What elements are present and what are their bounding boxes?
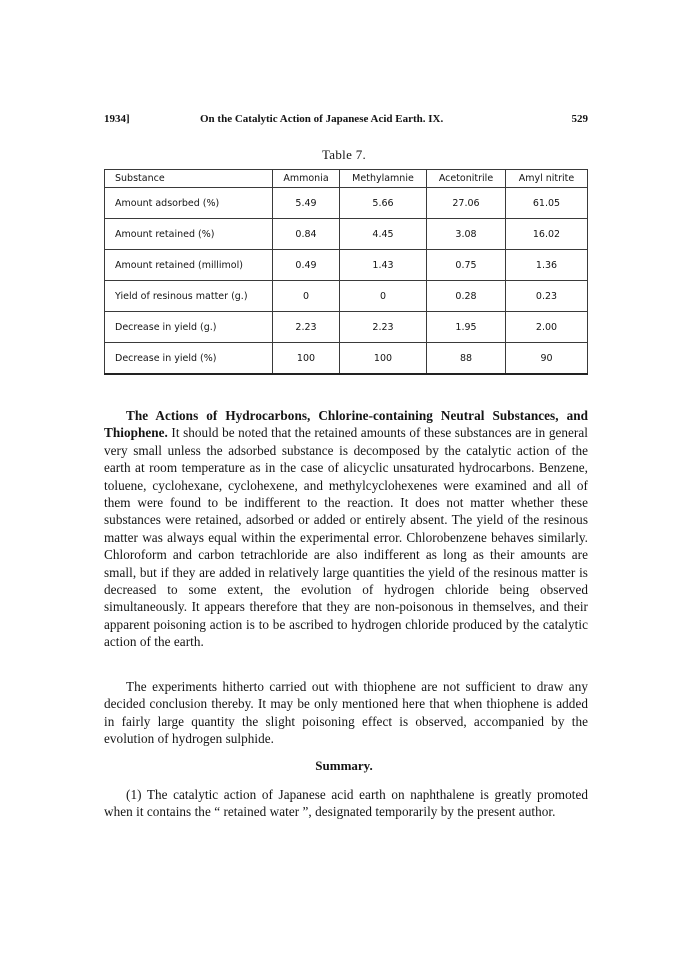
table-cell: 90	[506, 343, 588, 375]
row-label: Decrease in yield (%)	[105, 343, 273, 375]
table-cell: 0.49	[273, 250, 340, 281]
section-heading: The Actions of Hydrocarbons, Chlorine-containing Neutral Substances, and Thiophene.	[104, 408, 588, 441]
row-label: Yield of resinous matter (g.)	[105, 281, 273, 312]
table-caption: Table 7.	[321, 147, 367, 162]
table-cell: 0.28	[427, 281, 506, 312]
table-cell: 0.84	[273, 219, 340, 250]
table-row	[105, 188, 588, 219]
table-cell: 0	[273, 281, 340, 312]
table-row	[105, 312, 588, 343]
thiophene-paragraph	[104, 678, 588, 748]
summary-paragraph	[104, 786, 588, 821]
table-row	[105, 281, 588, 312]
row-label: Amount adsorbed (%)	[105, 188, 273, 219]
column-header: Ammonia	[273, 170, 340, 188]
table-cell: 100	[340, 343, 427, 375]
column-header: Acetonitrile	[427, 170, 506, 188]
table-cell: 1.95	[427, 312, 506, 343]
table-cell: 100	[273, 343, 340, 375]
table-cell: 1.43	[340, 250, 427, 281]
paragraph-text: It should be noted that the retained amounts of these substances are in general very small unless the adsorbed substance is decomposed by the catalytic action of the earth at room temperature as in the case of alicyclic unsaturated hydrocarbons. Benzene, toluene, cyclohexane, cyclohexene, and methylcyclohexenes were examined and all of them were found to be indifferent to the reaction. It does not matter whether these substances were retained, adsorbed or added or entirely absent. The yield of the resinous matter was always equal within the experimental error. Chlorobenzene behaves similarly. Chloroform and carbon tetrachloride are also indifferent as long as their amounts are small, but if they are added in relatively large quantities the yield of the resinous matter is decreased to some extent, the evolution of hydrogen chloride being observed simultaneously. It appears therefore that they are non-poisonous in themselves, and their apparent poisoning action is to be ascribed to hydrogen chloride produced by the catalytic action of the earth.	[104, 425, 588, 650]
table-cell: 2.23	[273, 312, 340, 343]
table-cell: 0	[340, 281, 427, 312]
page-header	[104, 113, 588, 129]
column-header: Substance	[105, 170, 273, 188]
paragraph-text: The experiments hitherto carried out with thiophene are not sufficient to draw any decided conclusion thereby. It may be only mentioned here that when thiophene is added in fairly large quantity the slight poisoning effect is observed, accompanied by the evolution of hydrogen sulphide.	[104, 679, 588, 747]
row-label: Amount retained (%)	[105, 219, 273, 250]
row-label: Amount retained (millimol)	[105, 250, 273, 281]
header-running-title: On the Catalytic Action of Japanese Acid Earth. IX.	[200, 113, 444, 125]
table-cell: 4.45	[340, 219, 427, 250]
summary-heading: Summary.	[315, 758, 373, 773]
table-row	[105, 343, 588, 375]
section-paragraph	[104, 407, 588, 651]
table-cell: 27.06	[427, 188, 506, 219]
table-cell: 0.75	[427, 250, 506, 281]
row-label: Decrease in yield (g.)	[105, 312, 273, 343]
column-header: Methylamnie	[340, 170, 427, 188]
column-header: Amyl nitrite	[506, 170, 588, 188]
table-cell: 88	[427, 343, 506, 375]
table-cell: 5.49	[273, 188, 340, 219]
table-cell: 0.23	[506, 281, 588, 312]
table-cell: 16.02	[506, 219, 588, 250]
table-header-row	[105, 170, 588, 188]
header-page-number: 529	[571, 113, 588, 125]
data-table	[104, 169, 588, 375]
table-cell: 2.00	[506, 312, 588, 343]
table-cell: 1.36	[506, 250, 588, 281]
header-volume: 1934]	[104, 113, 130, 125]
table-cell: 5.66	[340, 188, 427, 219]
table-cell: 61.05	[506, 188, 588, 219]
table-row	[105, 250, 588, 281]
table-row	[105, 219, 588, 250]
table-cell: 2.23	[340, 312, 427, 343]
paragraph-text: (1) The catalytic action of Japanese acid earth on naphthalene is greatly promoted when it contains the “ retained water ”, designated temporarily by the present author.	[104, 787, 588, 820]
table-cell: 3.08	[427, 219, 506, 250]
